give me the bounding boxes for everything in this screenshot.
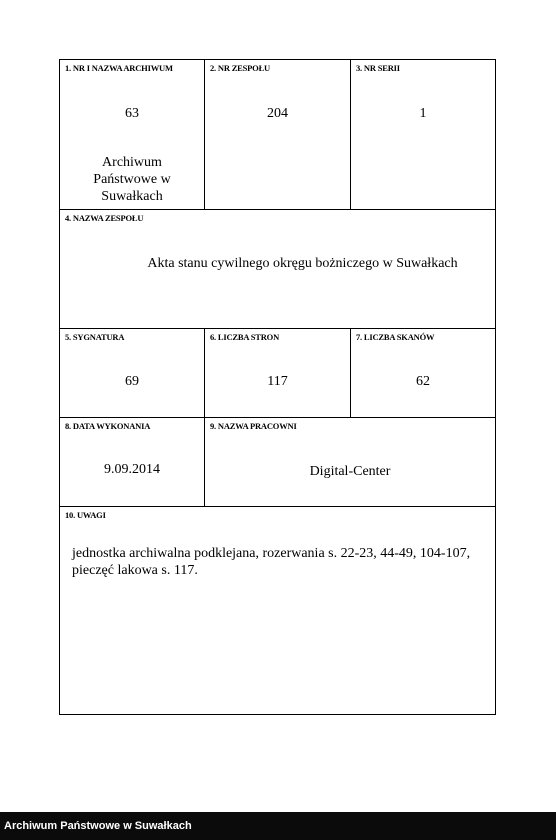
signature-label: 5. SYGNATURA	[65, 332, 125, 342]
remarks-label: 10. UWAGI	[65, 510, 106, 520]
fond-number-cell	[205, 60, 350, 209]
series-number-value: 1	[419, 106, 427, 121]
archive-name: Archiwum Państwowe w Suwałkach	[93, 155, 171, 204]
studio-label: 9. NAZWA PRACOWNI	[210, 421, 297, 431]
date-label: 8. DATA WYKONANIA	[65, 421, 151, 431]
fond-name-cell	[60, 210, 495, 328]
metadata-form	[59, 59, 496, 715]
archive-number: 63	[125, 106, 139, 121]
pages-cell	[205, 329, 350, 417]
fond-number-value: 204	[267, 106, 288, 121]
remarks-cell	[60, 507, 495, 714]
archive-label: 1. NR I NAZWA ARCHIWUM	[65, 63, 173, 73]
series-number-label: 3. NR SERII	[356, 63, 400, 73]
fond-name-value: Akta stanu cywilnego okręgu bożniczego w Suwałkach	[147, 256, 458, 271]
pages-label: 6. LICZBA STRON	[210, 332, 280, 342]
date-value: 9.09.2014	[104, 462, 160, 477]
fond-number-label: 2. NR ZESPOŁU	[210, 63, 270, 73]
studio-value: Digital-Center	[309, 464, 391, 479]
pages-value: 117	[267, 374, 288, 389]
footer-text: Archiwum Państwowe w Suwałkach	[4, 820, 192, 832]
date-cell	[60, 418, 204, 506]
scans-cell	[351, 329, 495, 417]
studio-cell	[205, 418, 495, 506]
scans-label: 7. LICZBA SKANÓW	[356, 332, 435, 342]
signature-cell	[60, 329, 204, 417]
footer-bar	[0, 812, 556, 840]
fond-name-label: 4. NAZWA ZESPOŁU	[65, 213, 144, 223]
signature-value: 69	[125, 374, 139, 389]
remarks-value: jednostka archiwalna podklejana, rozerwania s. 22-23, 44-49, 104-107, pieczęć lakowa s. 117.	[72, 546, 471, 578]
series-number-cell	[351, 60, 495, 209]
archive-cell	[60, 60, 204, 209]
scans-value: 62	[416, 374, 430, 389]
